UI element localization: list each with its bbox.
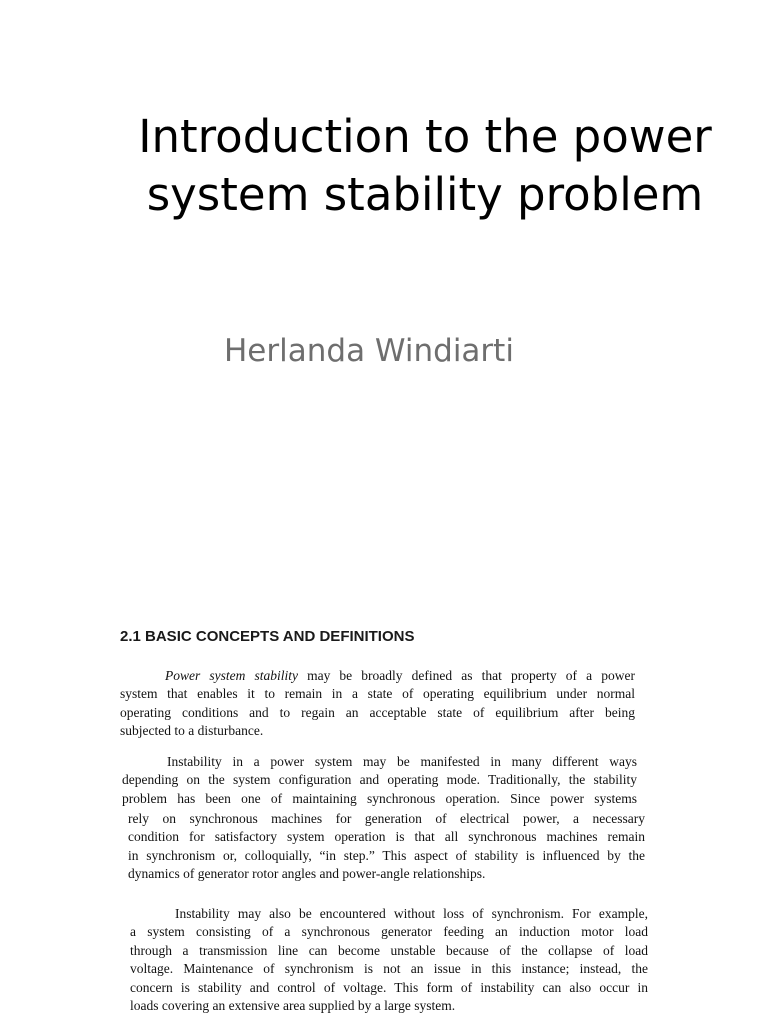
paragraph-instability <box>122 753 637 808</box>
paragraph-synchronism <box>128 810 645 884</box>
slide-title-line: system stability problem <box>146 168 704 221</box>
paragraph-line: a system consisting of a synchronous generator feeding an induction motor load <box>130 924 648 940</box>
paragraph-voltage-stability <box>130 905 648 1015</box>
defined-term: Power system stability <box>165 668 298 683</box>
section-heading: 2.1 BASIC CONCEPTS AND DEFINITIONS <box>120 628 415 645</box>
paragraph-definition <box>120 667 635 741</box>
paragraph-line: system that enables it to remain in a state of operating equilibrium under normal <box>120 686 635 702</box>
paragraph-line: dynamics of generator rotor angles and power-angle relationships. <box>128 866 486 882</box>
paragraph-line: Instability may also be encountered without loss of synchronism. For example, <box>175 906 648 921</box>
paragraph-line: depending on the system configuration and operating mode. Traditionally, the stability <box>122 772 637 788</box>
paragraph-line: loads covering an extensive area supplied by a large system. <box>130 998 456 1014</box>
paragraph-line: operating conditions and to regain an acceptable state of equilibrium after being <box>120 704 635 720</box>
slide-title <box>95 108 755 224</box>
paragraph-line: voltage. Maintenance of synchronism is not an issue in this instance; instead, the <box>130 961 648 977</box>
paragraph-line: problem has been one of maintaining synchronous operation. Since power systems <box>122 790 637 806</box>
slide-title-line: Introduction to the power <box>138 110 712 163</box>
slide-author: Herlanda Windiarti <box>224 333 514 369</box>
paragraph-line: rely on synchronous machines for generation of electrical power, a necessary <box>128 811 645 826</box>
paragraph-line: Instability in a power system may be manifested in many different ways <box>167 754 637 769</box>
paragraph-line: concern is stability and control of voltage. This form of instability can also occur in <box>130 979 648 995</box>
paragraph-line: through a transmission line can become unstable because of the collapse of load <box>130 942 648 958</box>
paragraph-line: condition for satisfactory system operation is that all synchronous machines remain <box>128 829 645 845</box>
paragraph-line: subjected to a disturbance. <box>120 723 264 739</box>
paragraph-text: may be broadly defined as that property of a power <box>297 668 635 683</box>
paragraph-line <box>120 667 635 685</box>
paragraph-line: in synchronism or, colloquially, “in step.” This aspect of stability is influenced by the <box>128 847 645 863</box>
